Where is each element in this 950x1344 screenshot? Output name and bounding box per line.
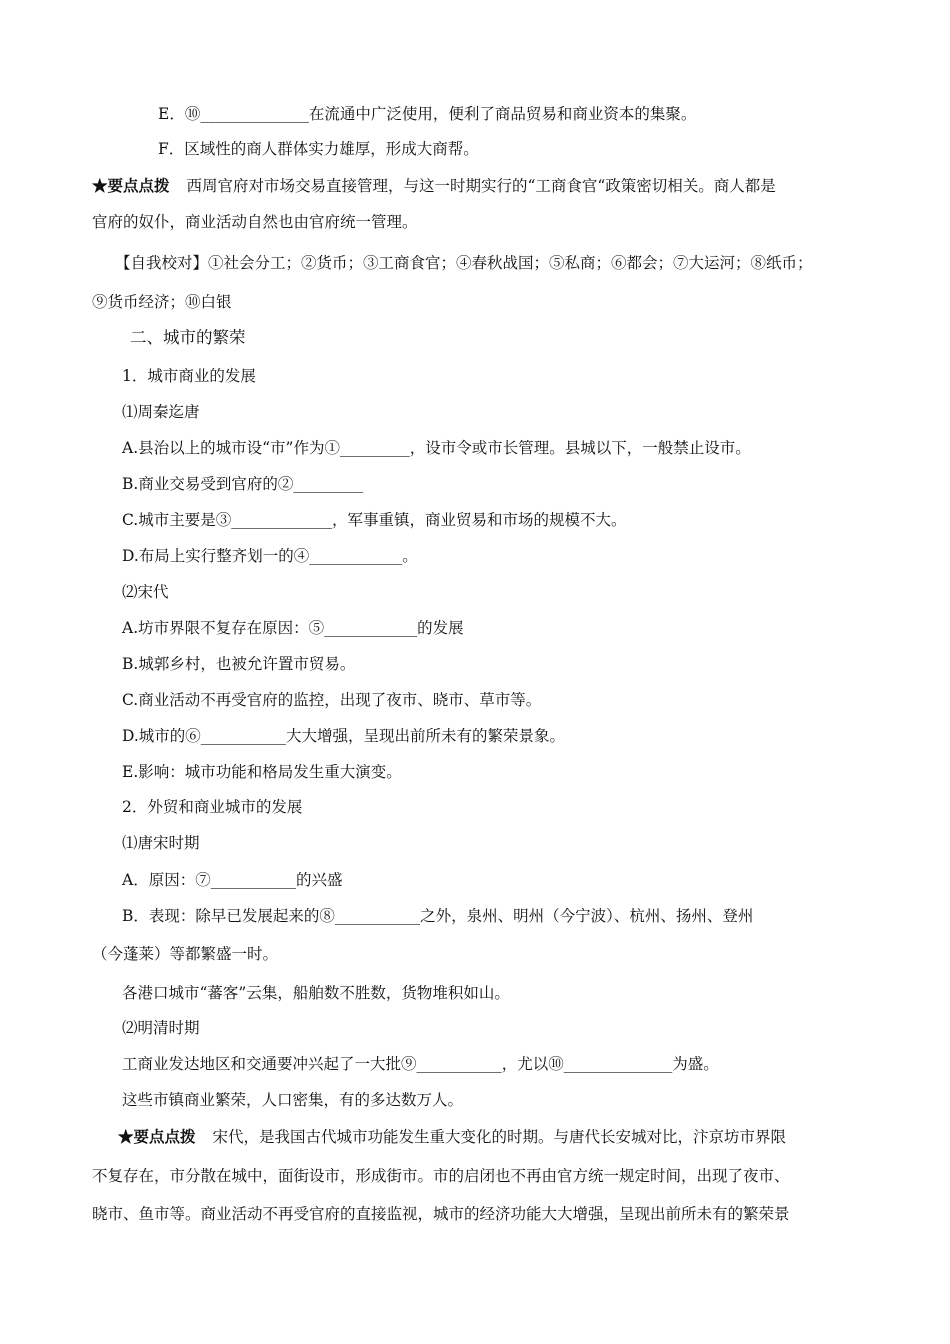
key-point-text: 西周官府对市场交易直接管理，与这一时期实行的“工商食官“政策密切相关。商人都是: [186, 177, 776, 195]
subsection-heading: 2．外贸和商业城市的发展: [122, 798, 303, 816]
text-line: ⑨货币经济；⑩白银: [92, 293, 232, 311]
key-point-paragraph: [118, 1127, 786, 1147]
text-line: ⑵明清时期: [122, 1019, 200, 1037]
text-line: A．原因：⑦___________的兴盛: [122, 871, 343, 889]
text-line: 各港口城市“蕃客”云集，船舶数不胜数，货物堆积如山。: [122, 984, 510, 1002]
text-line: D.城市的⑥___________大大增强，呈现出前所未有的繁荣景象。: [122, 727, 566, 745]
section-heading: 二、城市的繁荣: [130, 328, 246, 347]
text-line: B.城郭乡村，也被允许置市贸易。: [122, 655, 356, 673]
text-line: A.县治以上的城市设“市”作为①_________，设市令或市长管理。县城以下，一般禁止设市。: [122, 439, 751, 457]
text-line: 晓市、鱼市等。商业活动不再受官府的直接监视，城市的经济功能大大增强，呈现出前所未有的繁荣景: [92, 1205, 790, 1223]
text-line: B.商业交易受到官府的②_________: [122, 475, 364, 493]
text-line: E.影响：城市功能和格局发生重大演变。: [122, 763, 402, 781]
text-line: ⑵宋代: [122, 583, 169, 601]
text-line: C.城市主要是③_____________，军事重镇，商业贸易和市场的规模不大。: [122, 511, 627, 529]
text-line: B．表现：除早已发展起来的⑧___________之外，泉州、明州（今宁波）、杭州、扬州、登州: [122, 907, 754, 925]
text-line: F．区域性的商人群体实力雄厚，形成大商帮。: [158, 140, 479, 158]
text-line: 这些市镇商业繁荣，人口密集，有的多达数万人。: [122, 1091, 464, 1109]
text-line: ⑴周秦迄唐: [122, 403, 200, 421]
subsection-heading: 1．城市商业的发展: [122, 367, 256, 385]
text-line: A.坊市界限不复存在原因：⑤____________的发展: [122, 619, 464, 637]
key-point-text: 宋代，是我国古代城市功能发生重大变化的时期。与唐代长安城对比，汴京坊市界限: [212, 1128, 786, 1146]
text-line: ⑴唐宋时期: [122, 834, 200, 852]
text-line: 工商业发达地区和交通要冲兴起了一大批⑨___________，尤以⑩______________为盛。: [122, 1055, 719, 1073]
self-check-answers: 【自我校对】①社会分工；②货币；③工商食官；④春秋战国；⑤私商；⑥都会；⑦大运河；⑧纸币；: [115, 254, 813, 272]
key-point-paragraph: [92, 176, 776, 196]
text-line: E．⑩______________在流通中广泛使用，便利了商品贸易和商业资本的集聚。: [158, 105, 697, 123]
key-point-label: ★要点点拨: [118, 1127, 196, 1146]
key-point-label: ★要点点拨: [92, 176, 170, 195]
text-line: 不复存在，市分散在城中，面街设市，形成街市。市的启闭也不再由官方统一规定时间，出现了夜市、: [92, 1167, 790, 1185]
text-line: D.布局上实行整齐划一的④____________。: [122, 547, 418, 565]
text-line: C.商业活动不再受官府的监控，出现了夜市、晓市、草市等。: [122, 691, 542, 709]
text-line: （今蓬莱）等都繁盛一时。: [92, 945, 279, 963]
text-line: 官府的奴仆，商业活动自然也由官府统一管理。: [92, 213, 418, 231]
